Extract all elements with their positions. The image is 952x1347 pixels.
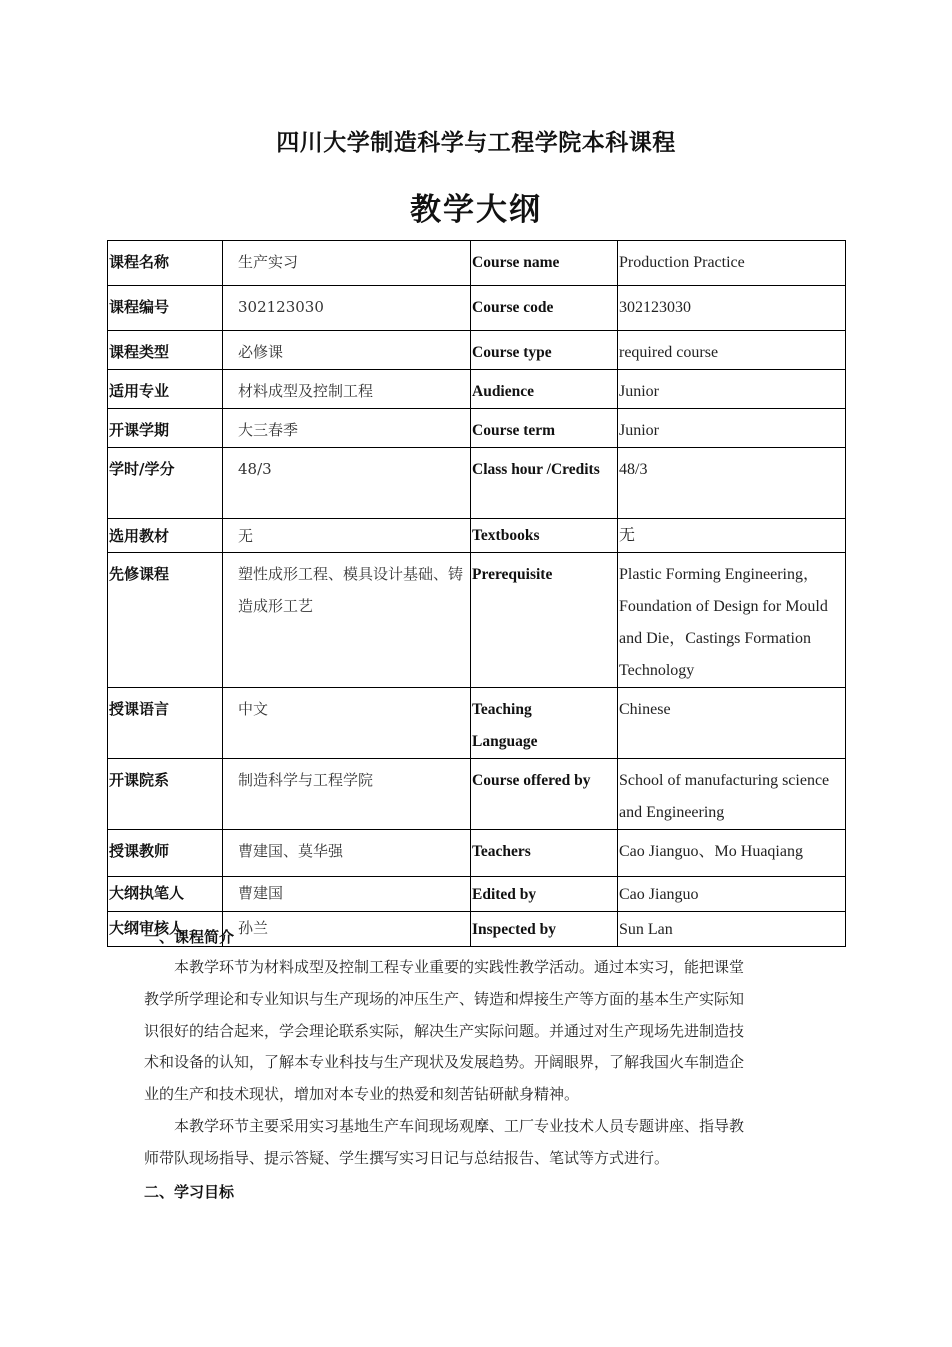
label-course-type-en: Course type xyxy=(471,331,618,370)
table-row xyxy=(108,409,846,448)
prerequisite-line: Foundation of Design for Mould xyxy=(619,598,828,615)
table-row xyxy=(108,241,846,286)
value-textbooks-en: 无 xyxy=(618,519,846,553)
label-prerequisite-en: Prerequisite xyxy=(471,553,618,688)
course-info-table xyxy=(107,240,846,947)
value-offered-by-en xyxy=(618,759,846,830)
value-course-name-en: Production Practice xyxy=(618,241,846,286)
value-offered-by-zh: 制造科学与工程学院 xyxy=(223,759,471,830)
label-prerequisite-zh: 先修课程 xyxy=(108,553,223,688)
value-class-hour-zh: 48/3 xyxy=(223,448,471,519)
label-edited-by-en: Edited by xyxy=(471,877,618,912)
table-row xyxy=(108,286,846,331)
intro-paragraph-2 xyxy=(144,1111,808,1175)
label-audience-zh: 适用专业 xyxy=(108,370,223,409)
label-class-hour-en: Class hour /Credits xyxy=(471,448,618,519)
section-heading-objectives: 二、学习目标 xyxy=(144,1183,235,1201)
label-course-code-en: Course code xyxy=(471,286,618,331)
prerequisite-line: Technology xyxy=(619,662,695,679)
value-course-type-en: required course xyxy=(618,331,846,370)
paragraph-line: 识很好的结合起来，学会理论联系实际，解决生产实际问题。并通过对生产现场先进制造技 xyxy=(144,1021,745,1040)
value-class-hour-en: 48/3 xyxy=(618,448,846,519)
label-course-type-zh: 课程类型 xyxy=(108,331,223,370)
prerequisite-line: Plastic Forming Engineering， xyxy=(619,566,819,583)
label-course-name-zh: 课程名称 xyxy=(108,241,223,286)
section-heading-intro: 一、课程简介 xyxy=(144,928,235,946)
value-course-name-zh: 生产实习 xyxy=(223,241,471,286)
label-offered-by-en: Course offered by xyxy=(471,759,618,830)
label-inspected-by-zh: 大纲审核人 xyxy=(108,912,223,947)
value-prerequisite-en xyxy=(618,553,846,688)
document-subtitle: 教学大纲 xyxy=(410,192,542,228)
label-course-code-zh: 课程编号 xyxy=(108,286,223,331)
value-textbooks-zh: 无 xyxy=(223,519,471,553)
value-teachers-en: Cao Jianguo、Mo Huaqiang xyxy=(618,830,846,877)
value-course-term-zh: 大三春季 xyxy=(223,409,471,448)
label-offered-by-zh: 开课院系 xyxy=(108,759,223,830)
value-inspected-by-en: Sun Lan xyxy=(618,912,846,947)
paragraph-line: 师带队现场指导、提示答疑、学生撰写实习日记与总结报告、笔试等方式进行。 xyxy=(144,1148,670,1167)
table-row xyxy=(108,519,846,553)
document-title: 四川大学制造科学与工程学院本科课程 xyxy=(276,130,676,156)
value-edited-by-zh: 曹建国 xyxy=(223,877,471,912)
table-row xyxy=(108,448,846,519)
paragraph-line: 教学所学理论和专业知识与生产现场的冲压生产、铸造和焊接生产等方面的基本生产实际知 xyxy=(144,989,745,1008)
intro-paragraph-1 xyxy=(144,952,808,1111)
table-row xyxy=(108,688,846,759)
paragraph-line: 业的生产和技术现状，增加对本专业的热爱和刻苦钻研献身精神。 xyxy=(144,1085,580,1104)
table-row xyxy=(108,553,846,688)
label-teachers-zh: 授课教师 xyxy=(108,830,223,877)
table-row xyxy=(108,759,846,830)
value-audience-en: Junior xyxy=(618,370,846,409)
offered-by-line: School of manufacturing science xyxy=(619,772,830,789)
label-edited-by-zh: 大纲执笔人 xyxy=(108,877,223,912)
paragraph-line: 本教学环节主要采用实习基地生产车间现场观摩、工厂专业技术人员专题讲座、指导教 xyxy=(144,1117,745,1135)
value-language-zh: 中文 xyxy=(223,688,471,759)
table-row xyxy=(108,830,846,877)
value-prerequisite-zh: 塑性成形工程、模具设计基础、铸造成形工艺 xyxy=(223,553,471,688)
label-course-term-en: Course term xyxy=(471,409,618,448)
value-audience-zh: 材料成型及控制工程 xyxy=(223,370,471,409)
table-row xyxy=(108,877,846,912)
value-course-code-zh: 302123030 xyxy=(223,286,471,331)
value-edited-by-en: Cao Jianguo xyxy=(618,877,846,912)
label-course-term-zh: 开课学期 xyxy=(108,409,223,448)
label-textbooks-zh: 选用教材 xyxy=(108,519,223,553)
paragraph-line: 本教学环节为材料成型及控制工程专业重要的实践性教学活动。通过本实习，能把课堂 xyxy=(144,958,745,976)
prerequisite-line: and Die，Castings Formation xyxy=(619,630,811,647)
label-class-hour-zh: 学时/学分 xyxy=(108,448,223,519)
value-course-type-zh: 必修课 xyxy=(223,331,471,370)
label-textbooks-en: Textbooks xyxy=(471,519,618,553)
label-course-name-en: Course name xyxy=(471,241,618,286)
label-teachers-en: Teachers xyxy=(471,830,618,877)
label-inspected-by-en: Inspected by xyxy=(471,912,618,947)
table-row xyxy=(108,331,846,370)
value-teachers-zh: 曹建国、莫华强 xyxy=(223,830,471,877)
label-audience-en: Audience xyxy=(471,370,618,409)
value-course-term-en: Junior xyxy=(618,409,846,448)
label-language-en: Teaching Language xyxy=(471,688,618,759)
label-language-zh: 授课语言 xyxy=(108,688,223,759)
offered-by-line: and Engineering xyxy=(619,804,725,821)
value-inspected-by-zh: 孙兰 xyxy=(223,912,471,947)
table-row xyxy=(108,370,846,409)
value-course-code-en: 302123030 xyxy=(618,286,846,331)
value-language-en: Chinese xyxy=(618,688,846,759)
paragraph-line: 术和设备的认知，了解本专业科技与生产现状及发展趋势。开阔眼界，了解我国火车制造企 xyxy=(144,1053,745,1072)
